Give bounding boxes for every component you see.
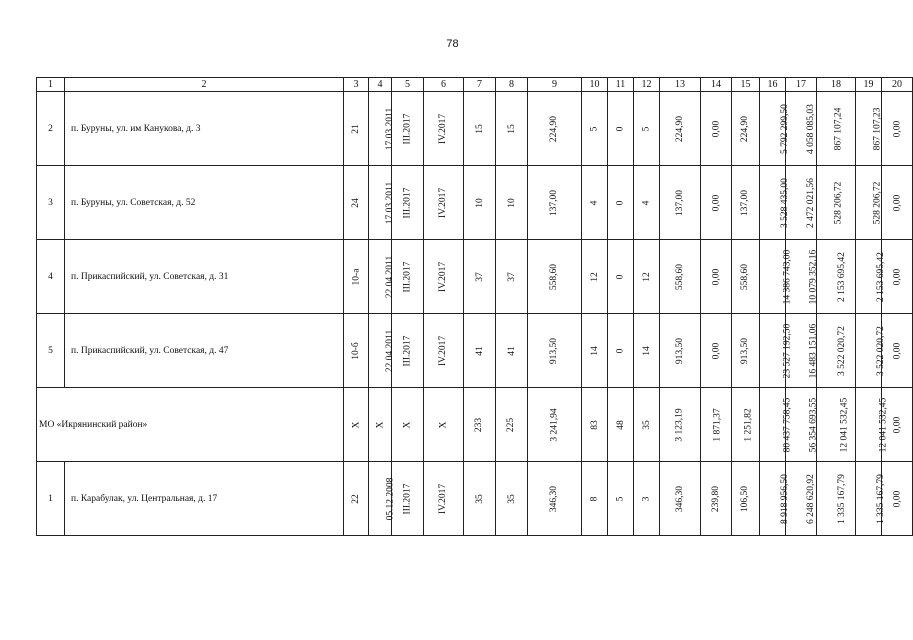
address-cell: п. Прикаспийский, ул. Советская, д. 47 bbox=[65, 314, 344, 388]
table-row bbox=[37, 240, 913, 314]
value-cell bbox=[464, 314, 496, 388]
column-number-cell: 17 bbox=[786, 78, 817, 92]
cell-text: 0,00 bbox=[892, 342, 902, 359]
value-cell bbox=[496, 314, 528, 388]
cell-text: 528 206,72 bbox=[833, 181, 844, 224]
value-cell bbox=[392, 388, 424, 462]
value-cell bbox=[464, 240, 496, 314]
value-cell bbox=[369, 166, 396, 240]
value-cell bbox=[464, 388, 496, 462]
value-cell bbox=[882, 166, 913, 240]
cell-text: 1 335 167,79 bbox=[836, 473, 847, 524]
column-number-cell: 5 bbox=[392, 78, 424, 92]
value-cell bbox=[882, 240, 913, 314]
row-number-cell: 1 bbox=[37, 462, 65, 536]
value-cell bbox=[882, 92, 913, 166]
address-cell: п. Прикаспийский, ул. Советская, д. 31 bbox=[65, 240, 344, 314]
column-number-row bbox=[37, 78, 913, 92]
table-row bbox=[37, 462, 913, 536]
column-number-cell: 19 bbox=[856, 78, 882, 92]
value-cell bbox=[608, 92, 634, 166]
cell-text: 35 bbox=[641, 419, 652, 430]
cell-text: 913,50 bbox=[675, 337, 685, 364]
cell-text: 16 483 151,06 bbox=[808, 323, 819, 378]
address-cell: п. Карабулак, ул. Центральная, д. 17 bbox=[65, 462, 344, 536]
cell-text: 48 bbox=[615, 419, 626, 430]
cell-text: 4 bbox=[589, 200, 600, 205]
cell-text: 0 bbox=[615, 274, 626, 279]
row-number-cell: 2 bbox=[37, 92, 65, 166]
value-cell bbox=[608, 314, 634, 388]
cell-text: 15 bbox=[506, 123, 517, 134]
value-cell bbox=[660, 314, 701, 388]
value-cell bbox=[634, 166, 660, 240]
cell-text: 37 bbox=[474, 271, 485, 282]
cell-text: III.2017 bbox=[402, 113, 413, 144]
value-cell bbox=[392, 92, 424, 166]
cell-text: 5 bbox=[641, 126, 652, 131]
cell-text: 913,50 bbox=[740, 337, 751, 364]
cell-text: 3 123,19 bbox=[675, 407, 685, 442]
cell-text: 12 bbox=[641, 271, 652, 282]
value-cell bbox=[344, 462, 369, 536]
value-cell bbox=[496, 166, 528, 240]
column-number-cell: 15 bbox=[732, 78, 760, 92]
cell-text: 14 bbox=[641, 345, 652, 356]
value-cell bbox=[660, 388, 701, 462]
value-cell bbox=[582, 240, 608, 314]
value-cell bbox=[496, 388, 528, 462]
cell-text: 3 528 435,00 bbox=[779, 177, 790, 228]
value-cell bbox=[760, 314, 793, 388]
value-cell bbox=[528, 388, 582, 462]
value-cell bbox=[528, 314, 582, 388]
cell-text: 0 bbox=[615, 126, 626, 131]
cell-text: 5 bbox=[589, 126, 600, 131]
value-cell bbox=[732, 240, 760, 314]
value-cell bbox=[496, 240, 528, 314]
cell-text: 0,00 bbox=[892, 194, 902, 211]
column-number-cell: 9 bbox=[528, 78, 582, 92]
table-row bbox=[37, 314, 913, 388]
cell-text: 0 bbox=[615, 200, 626, 205]
value-cell bbox=[817, 388, 856, 462]
value-cell bbox=[882, 462, 913, 536]
cell-text: 224,90 bbox=[549, 115, 560, 142]
cell-text: 22.04.2011 bbox=[385, 255, 396, 298]
value-cell bbox=[344, 388, 369, 462]
value-cell bbox=[856, 314, 886, 388]
table-row bbox=[37, 166, 913, 240]
cell-text: 4 058 085,03 bbox=[805, 103, 816, 154]
value-cell bbox=[786, 166, 817, 240]
value-cell bbox=[608, 166, 634, 240]
cell-text: 0,00 bbox=[892, 268, 902, 285]
cell-text: 2 472 021,56 bbox=[805, 177, 816, 228]
cell-text: III.2017 bbox=[402, 187, 413, 218]
cell-text: 0,00 bbox=[711, 342, 721, 359]
value-cell bbox=[344, 166, 369, 240]
value-cell bbox=[464, 462, 496, 536]
cell-text: 1 335 167,79 bbox=[875, 473, 886, 524]
cell-text: 56 354 693,55 bbox=[808, 397, 819, 452]
value-cell bbox=[424, 314, 464, 388]
cell-text: 15 bbox=[474, 123, 485, 134]
cell-text: IV.2017 bbox=[438, 261, 449, 292]
value-cell bbox=[582, 166, 608, 240]
cell-text: 12 041 532,45 bbox=[839, 397, 850, 452]
cell-text: 10 079 352,16 bbox=[808, 249, 819, 304]
value-cell bbox=[344, 314, 369, 388]
value-cell bbox=[732, 462, 760, 536]
value-cell bbox=[464, 92, 496, 166]
cell-text: 41 bbox=[506, 345, 517, 356]
value-cell bbox=[582, 92, 608, 166]
cell-text: 0,00 bbox=[711, 268, 721, 285]
column-number-cell: 12 bbox=[634, 78, 660, 92]
cell-text: 558,60 bbox=[549, 263, 560, 290]
cell-text: 22 bbox=[351, 493, 361, 504]
value-cell bbox=[608, 388, 634, 462]
cell-text: 37 bbox=[506, 271, 517, 282]
column-number-cell: 10 bbox=[582, 78, 608, 92]
value-cell bbox=[817, 314, 856, 388]
value-cell bbox=[496, 462, 528, 536]
column-number-cell: 4 bbox=[369, 78, 392, 92]
cell-text: 0,00 bbox=[892, 120, 902, 137]
value-cell bbox=[608, 462, 634, 536]
value-cell bbox=[424, 92, 464, 166]
cell-text: 35 bbox=[474, 493, 485, 504]
cell-text: 346,30 bbox=[549, 485, 560, 512]
cell-text: 10-а bbox=[350, 268, 361, 285]
value-cell bbox=[496, 92, 528, 166]
value-cell bbox=[392, 314, 424, 388]
value-cell bbox=[760, 388, 793, 462]
value-cell bbox=[528, 166, 582, 240]
cell-text: III.2017 bbox=[402, 261, 413, 292]
cell-text: 867 107,23 bbox=[872, 107, 883, 150]
address-cell: п. Буруны, ул. Советская, д. 52 bbox=[65, 166, 344, 240]
value-cell bbox=[369, 240, 396, 314]
cell-text: 80 437 758,45 bbox=[782, 397, 793, 452]
cell-text: 41 bbox=[474, 345, 485, 356]
value-cell bbox=[424, 388, 464, 462]
value-cell bbox=[634, 388, 660, 462]
cell-text: 4 bbox=[641, 200, 652, 205]
cell-text: Х bbox=[351, 421, 361, 428]
value-cell bbox=[660, 92, 701, 166]
address-cell: п. Буруны, ул. им Канукова, д. 3 bbox=[65, 92, 344, 166]
cell-text: 239,80 bbox=[711, 485, 721, 512]
value-cell bbox=[528, 92, 582, 166]
column-number-cell: 3 bbox=[344, 78, 369, 92]
value-cell bbox=[856, 388, 889, 462]
cell-text: IV.2017 bbox=[438, 483, 449, 514]
value-cell bbox=[464, 166, 496, 240]
value-cell bbox=[660, 166, 701, 240]
value-cell bbox=[701, 314, 732, 388]
cell-text: 23 527 192,50 bbox=[782, 323, 793, 378]
value-cell bbox=[424, 462, 464, 536]
cell-text: 0 bbox=[615, 348, 626, 353]
value-cell bbox=[856, 462, 886, 536]
cell-text: 14 386 743,00 bbox=[782, 249, 793, 304]
column-number-cell: 11 bbox=[608, 78, 634, 92]
value-cell bbox=[528, 462, 582, 536]
cell-text: 1 871,37 bbox=[712, 407, 723, 442]
value-cell bbox=[660, 462, 701, 536]
cell-text: III.2017 bbox=[402, 483, 413, 514]
cell-text: Х bbox=[438, 421, 449, 428]
value-cell bbox=[732, 92, 760, 166]
cell-text: 8 bbox=[589, 496, 600, 501]
cell-text: 0,00 bbox=[711, 194, 721, 211]
cell-text: 224,90 bbox=[675, 115, 685, 142]
value-cell bbox=[856, 166, 882, 240]
column-number-cell: 18 bbox=[817, 78, 856, 92]
cell-text: Х bbox=[402, 421, 413, 428]
cell-text: 346,30 bbox=[675, 485, 685, 512]
value-cell bbox=[392, 240, 424, 314]
row-number-cell: 3 bbox=[37, 166, 65, 240]
cell-text: 0,00 bbox=[711, 120, 721, 137]
cell-text: 83 bbox=[589, 419, 600, 430]
value-cell bbox=[634, 314, 660, 388]
value-cell bbox=[369, 388, 392, 462]
row-number-cell: 5 bbox=[37, 314, 65, 388]
value-cell bbox=[582, 314, 608, 388]
value-cell bbox=[634, 240, 660, 314]
value-cell bbox=[392, 166, 424, 240]
value-cell bbox=[786, 462, 817, 536]
cell-text: 0,00 bbox=[892, 490, 902, 507]
cell-text: 8 918 956,50 bbox=[779, 473, 790, 524]
column-number-cell: 20 bbox=[882, 78, 913, 92]
value-cell bbox=[369, 462, 396, 536]
cell-text: 137,00 bbox=[675, 189, 685, 216]
value-cell bbox=[732, 166, 760, 240]
value-cell bbox=[634, 462, 660, 536]
value-cell bbox=[760, 92, 790, 166]
cell-text: 137,00 bbox=[740, 189, 751, 216]
cell-text: 12 bbox=[589, 271, 600, 282]
value-cell bbox=[582, 388, 608, 462]
value-cell bbox=[817, 462, 856, 536]
column-number-cell: 6 bbox=[424, 78, 464, 92]
cell-text: 21 bbox=[351, 123, 361, 134]
value-cell bbox=[732, 314, 760, 388]
value-cell bbox=[528, 240, 582, 314]
table-row bbox=[37, 92, 913, 166]
value-cell bbox=[882, 314, 913, 388]
municipality-label: МО «Икрянинский район» bbox=[37, 388, 344, 462]
cell-text: 6 248 620,92 bbox=[805, 473, 816, 524]
cell-text: 10 bbox=[474, 197, 485, 208]
cell-text: 233 bbox=[474, 417, 485, 432]
cell-text: 0,00 bbox=[892, 416, 902, 433]
column-number-cell: 1 bbox=[37, 78, 65, 92]
value-cell bbox=[817, 166, 856, 240]
value-cell bbox=[856, 240, 886, 314]
row-number-cell: 4 bbox=[37, 240, 65, 314]
value-cell bbox=[608, 240, 634, 314]
value-cell bbox=[369, 92, 396, 166]
cell-text: 224,90 bbox=[740, 115, 751, 142]
value-cell bbox=[817, 92, 856, 166]
cell-text: IV.2017 bbox=[438, 187, 449, 218]
value-cell bbox=[701, 166, 732, 240]
column-number-cell: 7 bbox=[464, 78, 496, 92]
housing-program-table bbox=[36, 77, 913, 536]
value-cell bbox=[660, 240, 701, 314]
municipality-summary-row bbox=[37, 388, 913, 462]
cell-text: 35 bbox=[506, 493, 517, 504]
cell-text: 2 153 695,42 bbox=[875, 251, 886, 302]
cell-text: 137,00 bbox=[549, 189, 560, 216]
cell-text: 867 107,24 bbox=[833, 107, 844, 150]
value-cell bbox=[760, 462, 790, 536]
cell-text: 558,60 bbox=[740, 263, 751, 290]
value-cell bbox=[760, 166, 790, 240]
value-cell bbox=[369, 314, 396, 388]
value-cell bbox=[344, 92, 369, 166]
cell-text: 5 792 299,50 bbox=[779, 103, 790, 154]
cell-text: 17.03.2011 bbox=[385, 107, 396, 150]
column-number-cell: 13 bbox=[660, 78, 701, 92]
cell-text: 3 241,94 bbox=[549, 407, 560, 442]
value-cell bbox=[634, 92, 660, 166]
value-cell bbox=[582, 462, 608, 536]
cell-text: 24 bbox=[351, 197, 361, 208]
cell-text: 106,50 bbox=[740, 485, 751, 512]
column-number-cell: 2 bbox=[65, 78, 344, 92]
cell-text: 3 522 020,72 bbox=[836, 325, 847, 376]
cell-text: 05.12.2008 bbox=[385, 477, 396, 520]
cell-text: 3 bbox=[641, 496, 652, 501]
cell-text: 1 251,82 bbox=[743, 407, 754, 442]
cell-text: 14 bbox=[589, 345, 600, 356]
cell-text: 528 206,72 bbox=[872, 181, 883, 224]
value-cell bbox=[817, 240, 856, 314]
column-number-cell: 8 bbox=[496, 78, 528, 92]
cell-text: 558,60 bbox=[675, 263, 685, 290]
cell-text: 5 bbox=[615, 496, 626, 501]
value-cell bbox=[701, 462, 732, 536]
cell-text: Х bbox=[375, 421, 385, 428]
value-cell bbox=[392, 462, 424, 536]
value-cell bbox=[786, 92, 817, 166]
value-cell bbox=[344, 240, 369, 314]
cell-text: 3 522 020,72 bbox=[875, 325, 886, 376]
cell-text: 22.04.2011 bbox=[385, 329, 396, 372]
value-cell bbox=[701, 92, 732, 166]
cell-text: IV.2017 bbox=[438, 335, 449, 366]
cell-text: IV.2017 bbox=[438, 113, 449, 144]
cell-text: 10-б bbox=[351, 341, 361, 360]
column-number-cell: 14 bbox=[701, 78, 732, 92]
cell-text: 12 041 532,45 bbox=[878, 397, 889, 452]
value-cell bbox=[856, 92, 882, 166]
cell-text: 225 bbox=[506, 417, 517, 432]
value-cell bbox=[732, 388, 760, 462]
cell-text: 10 bbox=[506, 197, 517, 208]
cell-text: III.2017 bbox=[402, 335, 413, 366]
cell-text: 2 153 695,42 bbox=[836, 251, 847, 302]
value-cell bbox=[424, 240, 464, 314]
cell-text: 913,50 bbox=[549, 337, 560, 364]
value-cell bbox=[701, 388, 732, 462]
cell-text: 17.03.2011 bbox=[385, 181, 396, 224]
page-number: 78 bbox=[446, 38, 459, 50]
column-number-cell: 16 bbox=[760, 78, 786, 92]
value-cell bbox=[424, 166, 464, 240]
value-cell bbox=[701, 240, 732, 314]
value-cell bbox=[760, 240, 793, 314]
